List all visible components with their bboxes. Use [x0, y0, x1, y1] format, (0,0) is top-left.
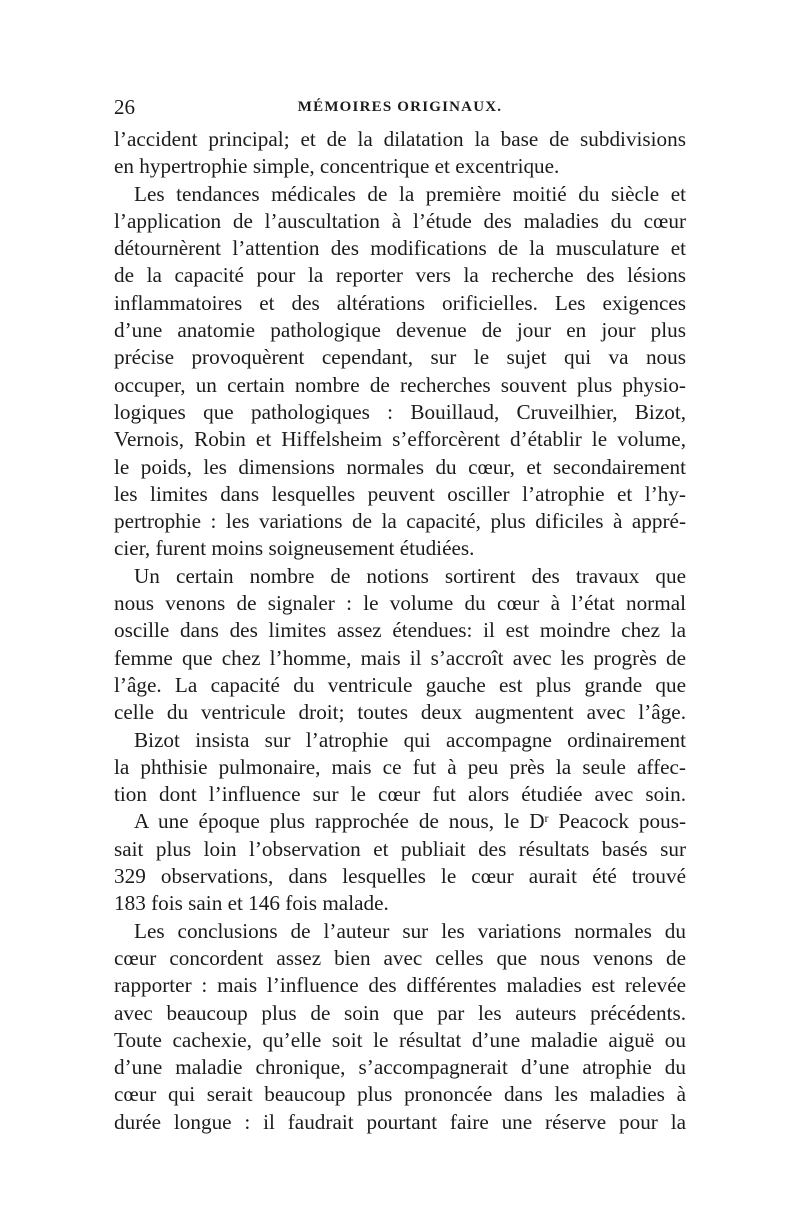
text-line: cœur qui serait beaucoup plus prononcée dans les maladies à: [114, 1082, 686, 1107]
text-line: occuper, un certain nombre de recherches souvent plus physio-: [114, 372, 686, 397]
text-line: logiques que pathologiques : Bouillaud, Cruveilhier, Bizot,: [114, 399, 686, 424]
running-title: MÉMOIRES ORIGINAUX.: [297, 99, 503, 115]
text-line: en hypertrophie simple, concentrique et excentrique.: [114, 154, 560, 179]
text-line: cier, furent moins soigneusement étudiées.: [114, 536, 475, 561]
page-number: 26: [114, 95, 135, 119]
text-line: les limites dans lesquelles peuvent osciller l’atrophie et l’hy-: [114, 481, 686, 506]
running-head: [114, 92, 686, 122]
text-line: de la capacité pour la reporter vers la recherche des lésions: [114, 263, 686, 288]
text-line: oscille dans des limites assez étendues: il est moindre chez la: [114, 618, 686, 643]
text-line: Toute cachexie, qu’elle soit le résultat d’une maladie aiguë ou: [114, 1027, 686, 1052]
text-line: A une époque plus rapprochée de nous, le $D^r$ Peacock pous-: [134, 809, 686, 834]
text-line: d’une anatomie pathologique devenue de jour en jour plus: [114, 318, 686, 343]
text-line: la phthisie pulmonaire, mais ce fut à peu près la seule affec-: [114, 754, 686, 779]
body-text: [114, 126, 686, 1136]
text-line: Vernois, Robin et Hiffelsheim s’efforcèrent d’établir le volume,: [114, 427, 686, 452]
text-line: femme que chez l’homme, mais il s’accroît avec les progrès de: [114, 645, 686, 670]
text-line: tion dont l’influence sur le cœur fut alors étudiée avec soin.: [114, 782, 686, 807]
text-line: 183 fois sain et 146 fois malade.: [114, 891, 389, 916]
text-line: durée longue : il faudrait pourtant faire une réserve pour la: [114, 1109, 686, 1134]
text-line: précise provoquèrent cependant, sur le sujet qui va nous: [114, 345, 686, 370]
text-line: rapporter : mais l’influence des différentes maladies est relevée: [114, 973, 686, 998]
text-line: le poids, les dimensions normales du cœur, et secondairement: [114, 454, 686, 479]
text-line: Bizot insista sur l’atrophie qui accompagne ordinairement: [134, 727, 686, 752]
text-line: avec beaucoup plus de soin que par les auteurs précédents.: [114, 1000, 686, 1025]
text-line: cœur concordent assez bien avec celles que nous venons de: [114, 945, 686, 970]
text-line: nous venons de signaler : le volume du cœur à l’état normal: [114, 591, 686, 616]
text-line: sait plus loin l’observation et publiait des résultats basés sur: [114, 836, 686, 861]
text-line: l’application de l’auscultation à l’étude des maladies du cœur: [114, 208, 686, 233]
text-line: pertrophie : les variations de la capacité, plus dificiles à appré-: [114, 509, 686, 534]
text-line: Les tendances médicales de la première moitié du siècle et: [134, 181, 686, 206]
text-line: Un certain nombre de notions sortirent des travaux que: [134, 563, 686, 588]
text-line: l’âge. La capacité du ventricule gauche est plus grande que: [114, 672, 686, 697]
text-line: l’accident principal; et de la dilatation la base de subdivisions: [114, 127, 686, 151]
text-line: détournèrent l’attention des modifications de la musculature et: [114, 236, 686, 261]
text-line: 329 observations, dans lesquelles le cœur aurait été trouvé: [114, 864, 686, 889]
text-line: d’une maladie chronique, s’accompagnerait d’une atrophie du: [114, 1055, 686, 1080]
text-line: celle du ventricule droit; toutes deux augmentent avec l’âge.: [114, 700, 686, 725]
text-line: Les conclusions de l’auteur sur les variations normales du: [134, 918, 686, 943]
text-line: inflammatoires et des altérations orificielles. Les exigences: [114, 290, 686, 315]
